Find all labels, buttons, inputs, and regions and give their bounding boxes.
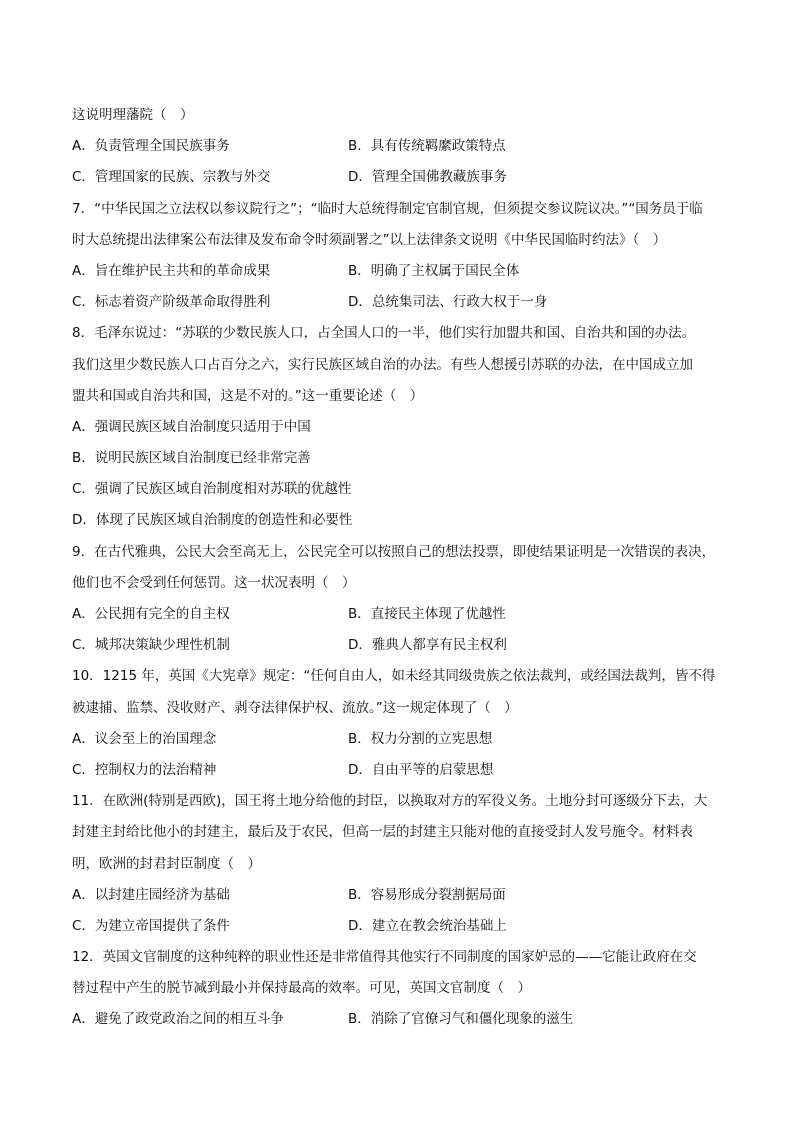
question-8-stem-line-2: 我们这里少数民族人口占百分之六，实行民族区域自治的办法。有些人想援引苏联的办法，在中国成立加 xyxy=(72,356,693,373)
question-9-option-c[interactable]: C．城邦决策缺少理性机制 xyxy=(72,637,230,654)
question-8 xyxy=(72,318,722,536)
question-12-option-b[interactable]: B．消除了官僚习气和僵化现象的滋生 xyxy=(348,1011,574,1028)
question-9-options-row-1 xyxy=(72,599,722,630)
question-11-option-d[interactable]: D．建立在教会统治基础上 xyxy=(348,917,507,934)
question-11-option-c[interactable]: C．为建立帝国提供了条件 xyxy=(72,917,230,934)
question-8-option-d[interactable]: D．体现了民族区域自治制度的创造性和必要性 xyxy=(72,512,353,529)
question-12-options-row-1 xyxy=(72,1004,722,1035)
question-8-option-a[interactable]: A．强调民族区域自治制度只适用于中国 xyxy=(72,418,311,435)
question-7-option-c[interactable]: C．标志着资产阶级革命取得胜利 xyxy=(72,294,271,311)
question-8-stem-line-3: 盟共和国或自治共和国，这是不对的。”这一重要论述（ ） xyxy=(72,387,424,404)
question-11-options-row-2 xyxy=(72,911,722,942)
question-11-stem-line-3: 明，欧洲的封君封臣制度（ ） xyxy=(72,855,261,872)
question-9-option-a[interactable]: A．公民拥有完全的自主权 xyxy=(72,606,230,622)
question-6-options-row-1 xyxy=(72,131,722,162)
question-8-stem-line-1: 8．毛泽东说过：“苏联的少数民族人口，占全国人口的一半，他们实行加盟共和国、自治共和国的办法。 xyxy=(72,325,696,342)
question-10-option-b[interactable]: B．权力分割的立宪思想 xyxy=(348,730,493,747)
question-list xyxy=(72,100,722,1036)
question-9-options-row-2 xyxy=(72,630,722,661)
question-11-stem-line-1: 11．在欧洲(特别是西欧)，国王将土地分给他的封臣，以换取对方的军役义务。土地分封可逐级分下去，大 xyxy=(72,793,708,810)
question-11 xyxy=(72,786,722,942)
question-11-option-a[interactable]: A．以封建庄园经济为基础 xyxy=(72,886,230,903)
question-10-stem-line-1: 10．1215 年，英国《大宪章》规定：“任何自由人，如未经其同级贵族之依法裁判，或经国法裁判，皆不得 xyxy=(72,668,716,685)
question-6-options-row-2 xyxy=(72,162,722,193)
question-7-option-b[interactable]: B．明确了主权属于国民全体 xyxy=(348,262,520,279)
question-10-options-row-2 xyxy=(72,755,722,786)
question-6-tail xyxy=(72,100,722,194)
question-7-option-a[interactable]: A．旨在维护民主共和的革命成果 xyxy=(72,262,271,279)
question-10-options-row-1 xyxy=(72,724,722,755)
question-11-option-b[interactable]: B．容易形成分裂割据局面 xyxy=(348,886,506,903)
question-6-option-a[interactable]: A．负责管理全国民族事务 xyxy=(72,138,230,155)
question-6-option-b[interactable]: B．具有传统羁縻政策特点 xyxy=(348,138,506,155)
question-10-option-a[interactable]: A．议会至上的治国理念 xyxy=(72,730,217,747)
question-9-stem-line-1: 9．在古代雅典，公民大会至高无上，公民完全可以按照自己的想法投票，即使结果证明是一次错误的表决， xyxy=(72,543,716,560)
question-9 xyxy=(72,537,722,662)
question-7-option-d[interactable]: D．总统集司法、行政大权于一身 xyxy=(348,294,548,311)
question-8-option-c[interactable]: C．强调了民族区域自治制度相对苏联的优越性 xyxy=(72,481,352,498)
question-12 xyxy=(72,942,722,1036)
question-11-stem-line-2: 封建主封给比他小的封建主，最后及于农民，但高一层的封建主只能对他的直接受封人发号施令。材料表 xyxy=(72,824,693,841)
question-10-option-c[interactable]: C．控制权力的法治精神 xyxy=(72,761,217,778)
question-7-options-row-1 xyxy=(72,256,722,287)
question-12-option-a[interactable]: A．避免了政党政治之间的相互斗争 xyxy=(72,1011,284,1028)
question-7-options-row-2 xyxy=(72,287,722,318)
question-7-stem-line-2: 时大总统提出法律案公布法律及发布命令时须副署之”以上法律条文说明《中华民国临时约法》（ ） xyxy=(72,231,667,248)
question-7-stem-line-1: 7．“中华民国之立法权以参议院行之”；“临时大总统得制定官制官规，但须提交参议院议决。”“国务员于临 xyxy=(72,200,703,217)
question-6-option-d[interactable]: D．管理全国佛教藏族事务 xyxy=(348,169,507,186)
question-7 xyxy=(72,194,722,319)
question-9-stem-line-2: 他们也不会受到任何惩罚。这一状况表明（ ） xyxy=(72,574,356,591)
question-12-stem-line-2: 替过程中产生的脱节减到最小并保持最高的效率。可见，英国文官制度（ ） xyxy=(72,980,531,997)
question-11-options-row-1 xyxy=(72,880,722,911)
question-10 xyxy=(72,661,722,786)
question-10-option-d[interactable]: D．自由平等的启蒙思想 xyxy=(348,761,494,778)
question-6-option-c[interactable]: C．管理国家的民族、宗教与外交 xyxy=(72,169,271,186)
question-10-stem-line-2: 被逮捕、监禁、没收财产、剥夺法律保护权、流放。”这一规定体现了（ ） xyxy=(72,699,518,716)
question-6-stem-end: 这说明理藩院（ ） xyxy=(72,107,194,123)
question-9-option-b[interactable]: B．直接民主体现了优越性 xyxy=(348,606,506,622)
question-8-option-b[interactable]: B．说明民族区域自治制度已经非常完善 xyxy=(72,450,311,467)
question-12-stem-line-1: 12．英国文官制度的这种纯粹的职业性还是非常值得其他实行不同制度的国家妒忌的——它能让政府在交 xyxy=(72,949,697,966)
question-9-option-d[interactable]: D．雅典人都享有民主权利 xyxy=(348,637,507,654)
